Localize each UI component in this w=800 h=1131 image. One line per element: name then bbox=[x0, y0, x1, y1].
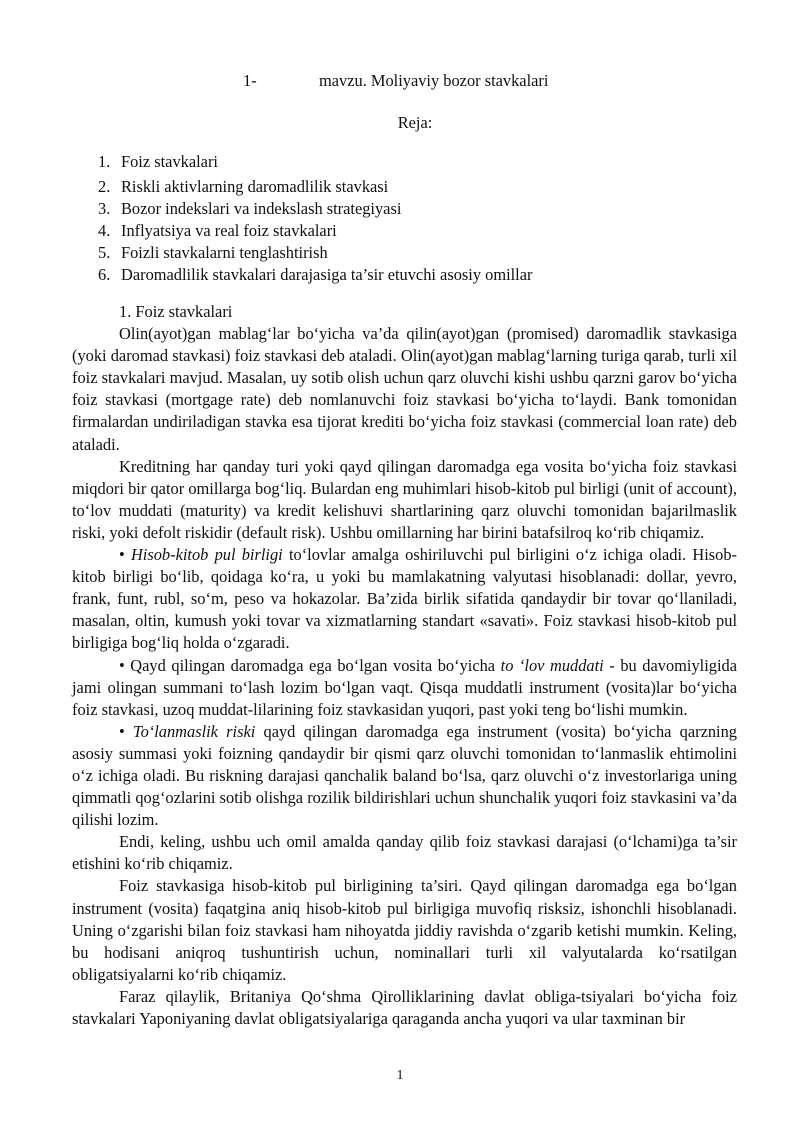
term-italic: Hisob-kitob pul birligi bbox=[130, 545, 283, 565]
term-italic: To‘lanmaslik riski bbox=[132, 721, 256, 741]
plan-list bbox=[98, 151, 532, 286]
paragraph: • Qayd qilingan daromadga ega bo‘lgan vosita bo‘yicha to ‘lov muddati - bu davomiyligida jami olingan summani to‘lash lozim bo‘lgan vaqt. Qisqa muddatli instrument (vosita)lar bo‘yicha foiz stavkasi, uzoq muddat-lilarining foiz stavkasidan yuqori, past yoki teng bo‘lishi mumkin. bbox=[72, 655, 737, 719]
plan-item: 6. Daromadlilik stavkalari darajasiga ta’sir etuvchi asosiy omillar bbox=[98, 265, 533, 284]
term-italic: to ‘lov muddati bbox=[500, 655, 604, 675]
plan-item: 2. Riskli aktivlarning daromadlilik stavkasi bbox=[98, 177, 389, 196]
body-text bbox=[72, 301, 737, 1030]
paragraph: Olin(ayot)gan mablag‘lar bo‘yicha va’da qilin(ayot)gan (promised) daromadlik stavkasiga (yoki daromad stavkasi) foiz stavkasi deb ataladi. Olin(ayot)gan mablag‘larning turiga qarab, turli xil foiz stavkalari mavjud. Masalan, uy sotib olish uchun qarz oluvchi kishi ushbu qarzni garov bo‘yicha foiz stavkasi (mortgage rate) deb nomlanuvchi foiz stavkasi bo‘yicha to‘laydi. Bank tomonidan firmalardan undiriladigan stavka esa tijorat krediti bo‘yicha foiz stavkasi (commercial loan rate) deb ataladi. bbox=[72, 324, 737, 454]
paragraph: Kreditning har qanday turi yoki qayd qilingan daromadga ega vosita bo‘yicha foiz stavkasi miqdori bir qator omillarga bog‘liq. Bulardan eng muhimlari hisob-kitob pul birligi (unit of account), to‘lov muddati (maturity) va kredit kelishuvi shartlarining qarz oluvchi tomonidan bajarilmaslik riski, yoki defolt riskidir (default risk). Ushbu omillarning har birini batafsilroq ko‘rib chiqamiz. bbox=[72, 456, 737, 542]
plan-item: 3. Bozor indekslari va indekslash strategiyasi bbox=[98, 199, 402, 218]
paragraph: • Hisob-kitob pul birligi to‘lovlar amalga oshiriluvchi pul birligini o‘z ichiga oladi. Hisob-kitob birligi bo‘lib, qoidaga ko‘ra, u yoki bu mamlakatning valyutasi hisoblanadi: dollar, yevro, frank, funt, rubl, so‘m, peso va hokazolar. Ba’zida birlik sifatida qandaydir bir tovar qo‘llaniladi, masalan, oltin, kumush yoki tovar va xizmatlarning standart «savati». Foiz stavkasi hisob-kitob pul birligiga bog‘liq holda o‘zgaradi. bbox=[72, 545, 737, 653]
paragraph: Foiz stavkasiga hisob-kitob pul birligining ta’siri. Qayd qilingan daromadga ega bo‘lgan instrument (vosita) faqatgina aniq hisob-kitob pul birligiga muvofiq risksiz, ishonchli hisoblanadi. Uning o‘zgarishi bilan foiz stavkasi ham nihoyatda jiddiy ravishda o‘zgarib ketishi mumkin. Keling, bu hodisani aniqroq tushuntirish uchun, nominallari turli xil valyutalarda ko‘rsatilgan obligatsiyalarni ko‘rib chiqamiz. bbox=[72, 876, 737, 984]
paragraph: Endi, keling, ushbu uch omil amalda qanday qilib foiz stavkasi darajasi (o‘lchami)ga ta’sir etishini ko‘rib chiqamiz. bbox=[72, 832, 737, 874]
paragraph: • To‘lanmaslik riski qayd qilingan daromadga ega instrument (vosita) bo‘yicha qarzning asosiy summasi yoki foizning qandaydir bir qismi qarz oluvchi tomonidan to‘lanmaslik ehtimolini o‘z ichiga oladi. Bu riskning darajasi qanchalik baland bo‘lsa, qarz oluvchi o‘z investorlariga uning qimmatli qog‘ozlarini sotib olishga rozilik bildirishlari uchun shunchalik yuqori foiz stavkasini va’da qilishi lozim. bbox=[72, 721, 737, 830]
plan-heading: Reja: bbox=[397, 113, 433, 132]
paragraph: Faraz qilaylik, Britaniya Qo‘shma Qirolliklarining davlat obliga-tsiyalari bo‘yicha foiz stavkalari Yaponiyaning davlat obligatsiyalariga qaraganda ancha yuqori va ular taxminan bir bbox=[72, 986, 737, 1028]
plan-item: 4. Inflyatsiya va real foiz stavkalari bbox=[98, 221, 337, 240]
title-text: mavzu. Moliyaviy bozor stavkalari bbox=[319, 71, 549, 90]
page-number: 1 bbox=[396, 1068, 404, 1083]
section-heading: 1. Foiz stavkalari bbox=[119, 302, 233, 321]
title-number: 1- bbox=[243, 71, 257, 90]
plan-item: 1. Foiz stavkalari bbox=[98, 152, 218, 171]
plan-item: 5. Foizli stavkalarni tenglashtirish bbox=[98, 243, 328, 262]
